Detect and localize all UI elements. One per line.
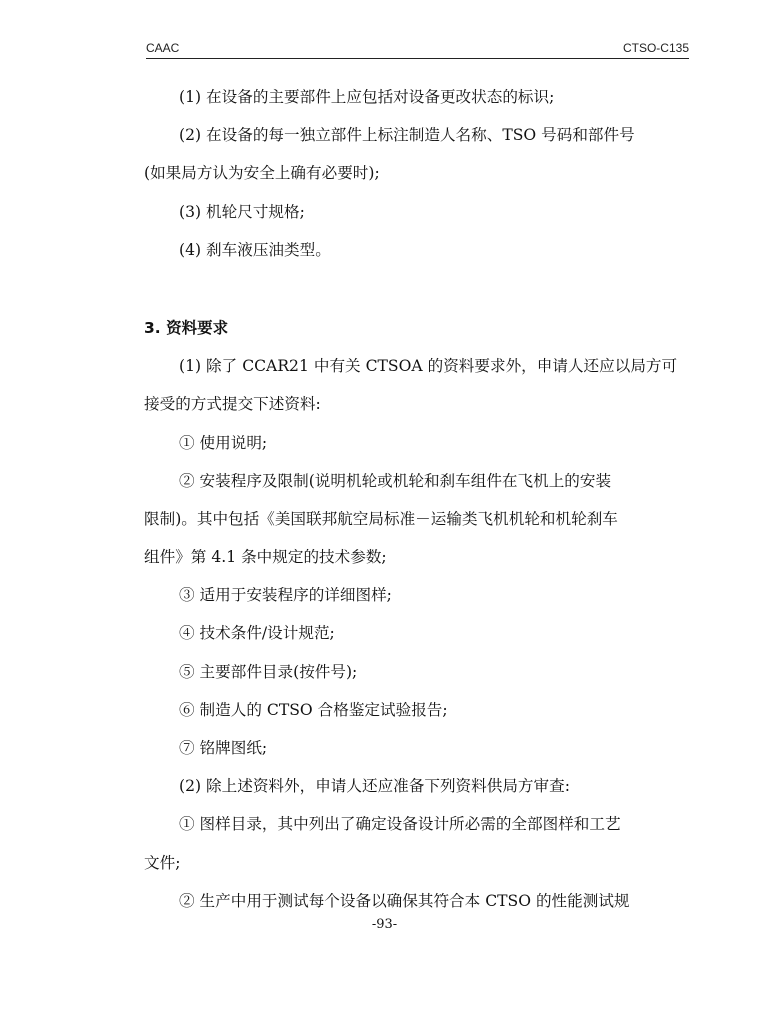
paragraph-line: (1) 除了 CCAR21 中有关 CTSOA 的资料要求外，申请人还应以局方可 [179, 357, 678, 376]
list-item: ⑤ 主要部件目录(按件号); [179, 662, 358, 681]
list-item: ② 安装程序及限制(说明机轮或机轮和刹车组件在飞机上的安装 [179, 471, 612, 490]
list-item: ② 生产中用于测试每个设备以确保其符合本 CTSO 的性能测试规 [179, 891, 630, 910]
list-item: ① 图样目录，其中列出了确定设备设计所必需的全部图样和工艺 [179, 815, 621, 834]
list-item: ① 使用说明; [179, 433, 268, 452]
list-item: ⑥ 制造人的 CTSO 合格鉴定试验报告; [179, 700, 448, 719]
section-gap [144, 273, 690, 313]
paragraph-line: (4) 刹车液压油类型。 [179, 240, 331, 259]
paragraph-line: (1) 在设备的主要部件上应包括对设备更改状态的标识; [179, 88, 555, 106]
paragraph-line: 文件; [144, 853, 181, 872]
paragraph-line: (如果局方认为安全上确有必要时); [144, 164, 380, 183]
paragraph-line: (2) 除上述资料外，申请人还应准备下列资料供局方审查: [179, 777, 570, 796]
page-number: -93- [371, 917, 398, 932]
list-item: ③ 适用于安装程序的详细图样; [179, 586, 392, 605]
paragraph-line: (3) 机轮尺寸规格; [179, 202, 305, 221]
list-item: ⑦ 铭牌图纸; [179, 739, 268, 757]
header-left-label: CAAC [146, 41, 180, 55]
paragraph-line: 限制)。其中包括《美国联邦航空局标准－运输类飞机机轮和机轮刹车 [144, 509, 618, 528]
paragraph-line: 接受的方式提交下述资料: [144, 395, 321, 414]
page-header [146, 39, 689, 59]
list-item: ④ 技术条件/设计规范; [179, 624, 335, 643]
section-heading: 3. 资料要求 [144, 318, 229, 337]
paragraph-line: (2) 在设备的每一独立部件上标注制造人名称、TSO 号码和部件号 [179, 126, 635, 145]
header-right-label: CTSO-C135 [622, 41, 689, 55]
document-body [144, 82, 690, 924]
paragraph-line: 组件》第 4.1 条中规定的技术参数; [144, 548, 387, 567]
